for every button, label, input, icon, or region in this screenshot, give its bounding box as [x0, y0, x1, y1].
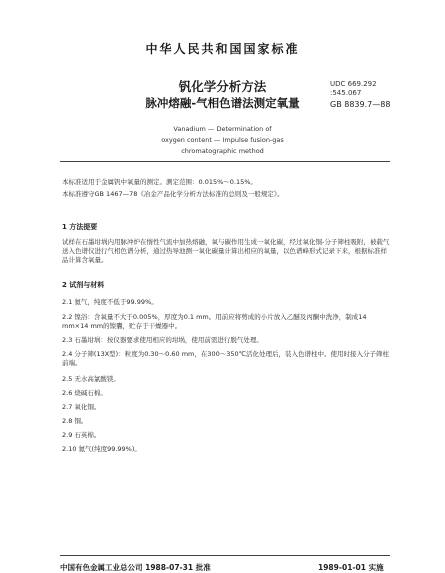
section1-body: 试样在石墨坩埚内用脉冲炉在惰性气流中加热熔融，氧与碳作用生成一氧化碳，经过氧化铜-分子筛柱吸附，被载气送入色谱仪进行气相色谱分析，通过热导池测一氧化碳量计算出相应的氧量，以色谱峰形式记录下来，根据标准样品计算含氧量。: [62, 238, 390, 264]
title-cn-line1: 钒化学分析方法: [178, 79, 267, 94]
intro-line1: 本标准适用于金属钒中氧量的测定。测定范围：0.015%～0.15%。: [62, 178, 257, 186]
bottom-divider: [60, 555, 390, 556]
title-en-line2: oxygen content — Impulse fusion-gas: [161, 136, 284, 144]
section2-item: 2.9 石英棉。: [62, 431, 101, 439]
title-en-line3: chromatographic method: [181, 147, 264, 155]
section1-heading: 1 方法提要: [62, 223, 98, 231]
approval-footer: 中国有色金属工业总公司 1988-07-31 批准: [60, 563, 211, 572]
udc-sub-code: :545.067: [330, 89, 362, 97]
section2-item: 2.8 铜。: [62, 417, 88, 425]
implementation-footer: 1989-01-01 实施: [318, 563, 384, 572]
intro-line2: 本标准遵守GB 1467—78《冶金产品化学分析方法标准的总则及一般规定》。: [62, 190, 284, 198]
section2-item: 2.6 烧碱石棉。: [62, 389, 107, 397]
section2-item: 2.4 分子筛(13X型)：粒度为0.30～0.60 mm，在300～350℃活化处理后，装入色谱柱中。使用时接入分子筛柱前端。: [62, 350, 389, 367]
section2-item: 2.2 镍浴：含氧量不大于0.005%，厚度为0.1 mm。用前应将剪成的小片放入乙醚及丙酮中洗净，制成14 mm×14 mm的镍囊，贮存于干燥器中。: [62, 313, 367, 330]
section2-item: 2.7 氧化铜。: [62, 403, 101, 411]
section2-item: 2.1 氦气，纯度不低于99.99%。: [62, 298, 158, 306]
top-divider: [60, 161, 390, 162]
title-en-line1: Vanadium — Determination of: [173, 125, 272, 133]
section2-item: 2.3 石墨坩埚：按仪器要求使用相应的坩埚，使用前需进行脱气处理。: [62, 336, 263, 344]
section2-item: 2.5 无水高氯酸镁。: [62, 375, 120, 383]
standard-number: GB 8839.7—88: [330, 100, 391, 109]
section2-item: 2.10 氦气(纯度99.99%)。: [62, 445, 141, 453]
section2-heading: 2 试剂与材料: [62, 281, 105, 289]
standard-org-header: 中华人民共和国国家标准: [145, 42, 300, 56]
udc-code: UDC 669.292: [330, 80, 377, 88]
title-cn-line2: 脉冲熔融-气相色谱法测定氧量: [145, 96, 300, 110]
